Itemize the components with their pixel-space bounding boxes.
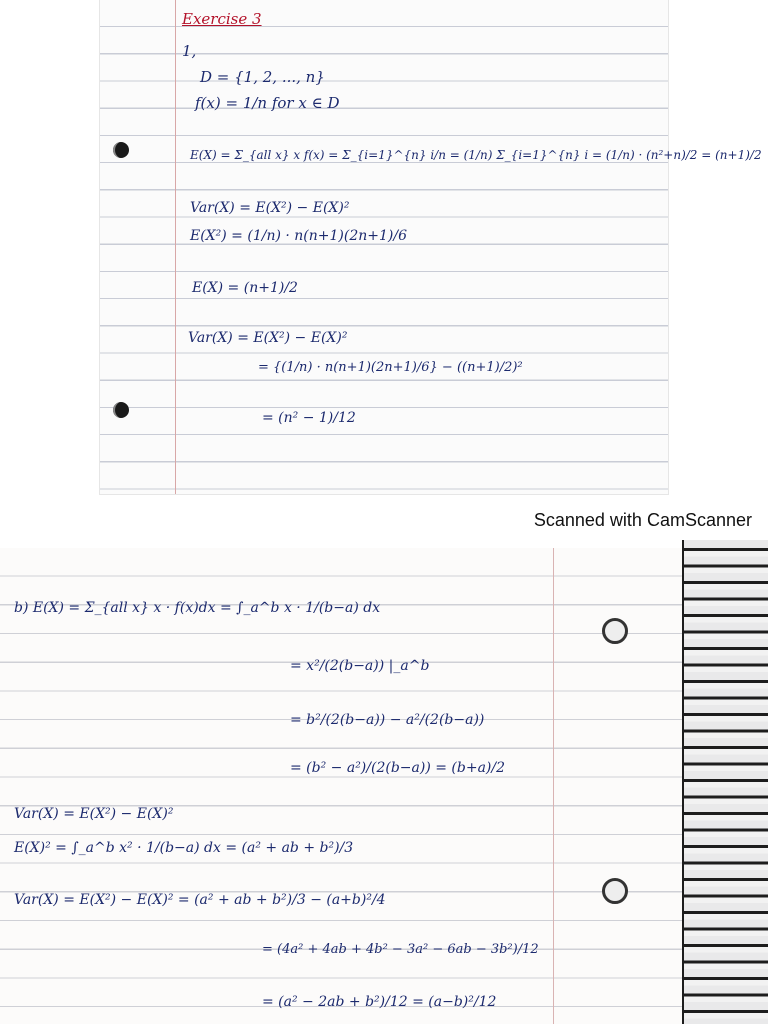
note-line: = {(1/n) · n(n+1)(2n+1)/6} − ((n+1)/2)² [258,360,523,375]
scanner-watermark: Scanned with CamScanner [533,510,752,530]
note-line: Var(X) = E(X²) − E(X)² [190,200,350,216]
note-line: Var(X) = E(X²) − E(X)² = (a² + ab + b²)/3 − (a+b)²/4 [14,892,386,908]
note-line: E(X) = (n+1)/2 [192,280,298,296]
note-line: E(X²) = (1/n) · n(n+1)(2n+1)/6 [190,228,407,244]
punch-hole-icon [602,878,628,904]
punch-hole-icon [113,402,129,418]
top-notebook-page [100,0,668,494]
note-line: = b²/(2(b−a)) − a²/(2(b−a)) [290,712,485,728]
note-line: = (a² − 2ab + b²)/12 = (a−b)²/12 [262,994,497,1010]
exercise-title: Exercise 3 [182,10,262,28]
punch-hole-icon [602,618,628,644]
note-line: Var(X) = E(X²) − E(X)² [188,330,348,346]
note-line: Var(X) = E(X²) − E(X)² [14,806,174,822]
margin-line [175,0,176,494]
note-line: = (n² − 1)/12 [262,410,356,426]
spiral-binding-icon [682,540,768,1024]
margin-line [553,548,554,1024]
note-line: b) E(X) = Σ_{all x} x · f(x)dx = ∫_a^b x · 1/(b−a) dx [14,600,381,616]
note-line: 1, [182,42,197,60]
note-line: E(X)² = ∫_a^b x² · 1/(b−a) dx = (a² + ab + b²)/3 [14,840,354,856]
note-line: D = {1, 2, ..., n} [200,68,325,86]
punch-hole-icon [113,142,129,158]
note-line: E(X) = Σ_{all x} x f(x) = Σ_{i=1}^{n} i/n = (1/n) Σ_{i=1}^{n} i = (1/n) · (n²+n)/2 = (n+1)/2 [190,148,762,162]
note-line: = (b² − a²)/(2(b−a)) = (b+a)/2 [290,760,505,776]
note-line: = (4a² + 4ab + 4b² − 3a² − 6ab − 3b²)/12 [262,942,539,957]
note-line: = x²/(2(b−a)) |_a^b [290,658,430,674]
note-line: f(x) = 1/n for x ∈ D [195,94,340,112]
